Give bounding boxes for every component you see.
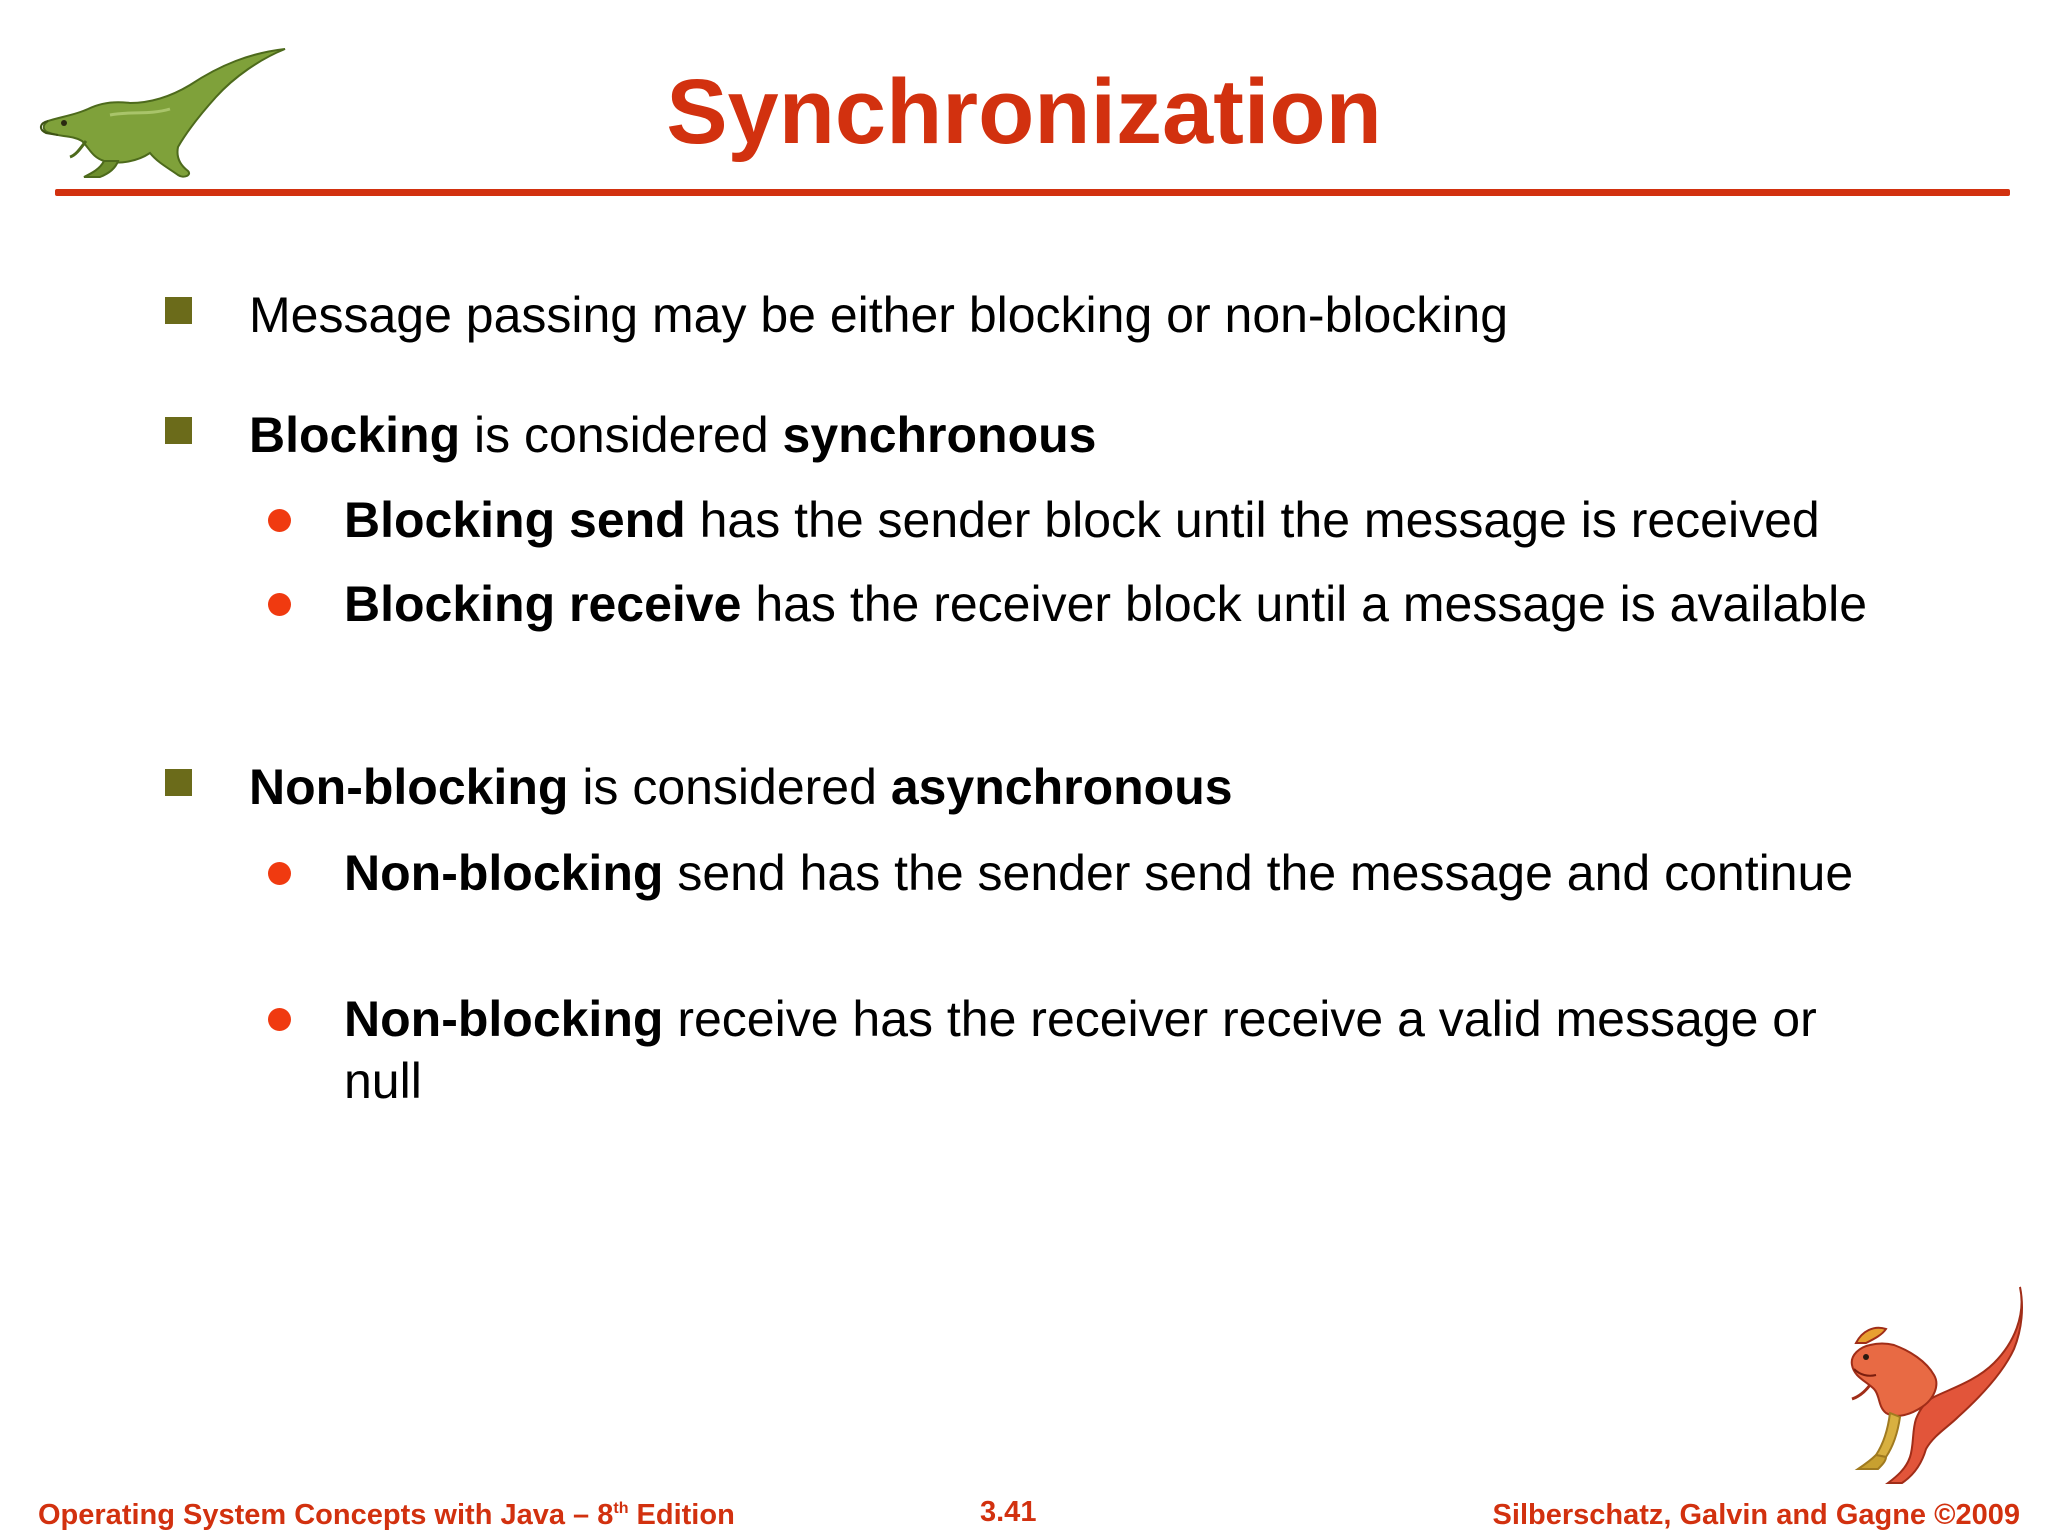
round-bullet-icon (268, 509, 291, 532)
sub-bullet-text (344, 988, 1904, 1112)
page-number: 3.41 (980, 1496, 1037, 1528)
footer-book-title-sup: th (613, 1500, 629, 1517)
sub-bullet-rest: has the sender block until the message is received (685, 492, 1820, 548)
bold-term: Non-blocking (344, 845, 664, 901)
footer-book-title (38, 1499, 735, 1532)
slide-title: Synchronization (666, 61, 1382, 163)
bullet-text (249, 404, 1096, 466)
title-underline (55, 189, 2010, 196)
square-bullet-icon (165, 417, 192, 444)
bold-term: Blocking receive (344, 576, 742, 632)
round-bullet-icon (268, 862, 291, 885)
sub-bullet-rest: receive has the receiver receive a valid message or null (344, 991, 1817, 1109)
bullet-connector: is considered (460, 407, 783, 463)
bold-term: Non-blocking (344, 991, 664, 1047)
bold-term: asynchronous (890, 759, 1233, 815)
red-dinosaur-logo (1830, 1285, 2030, 1490)
sub-bullet-text (344, 489, 1904, 551)
square-bullet-icon (165, 769, 192, 796)
bold-term: Blocking send (344, 492, 686, 548)
round-bullet-icon (268, 1008, 291, 1031)
round-bullet-icon (268, 593, 291, 616)
footer-book-title-main: Operating System Concepts with Java – 8 (38, 1499, 614, 1531)
square-bullet-icon (165, 297, 192, 324)
bold-term: Non-blocking (249, 759, 569, 815)
bullet-text (249, 756, 1233, 818)
bullet-connector: is considered (568, 759, 891, 815)
sub-bullet-text (344, 573, 1904, 635)
bullet-text: Message passing may be either blocking or non-blocking (249, 287, 1509, 343)
sub-bullet-rest: has the receiver block until a message is available (741, 576, 1868, 632)
bold-term: synchronous (782, 407, 1097, 463)
bold-term: Blocking (249, 407, 461, 463)
sub-bullet-rest: send has the sender send the message and continue (663, 845, 1854, 901)
footer-copyright: Silberschatz, Galvin and Gagne ©2009 (1492, 1499, 2020, 1531)
sub-bullet-text (344, 842, 1904, 904)
footer-book-title-edition: Edition (628, 1499, 735, 1531)
